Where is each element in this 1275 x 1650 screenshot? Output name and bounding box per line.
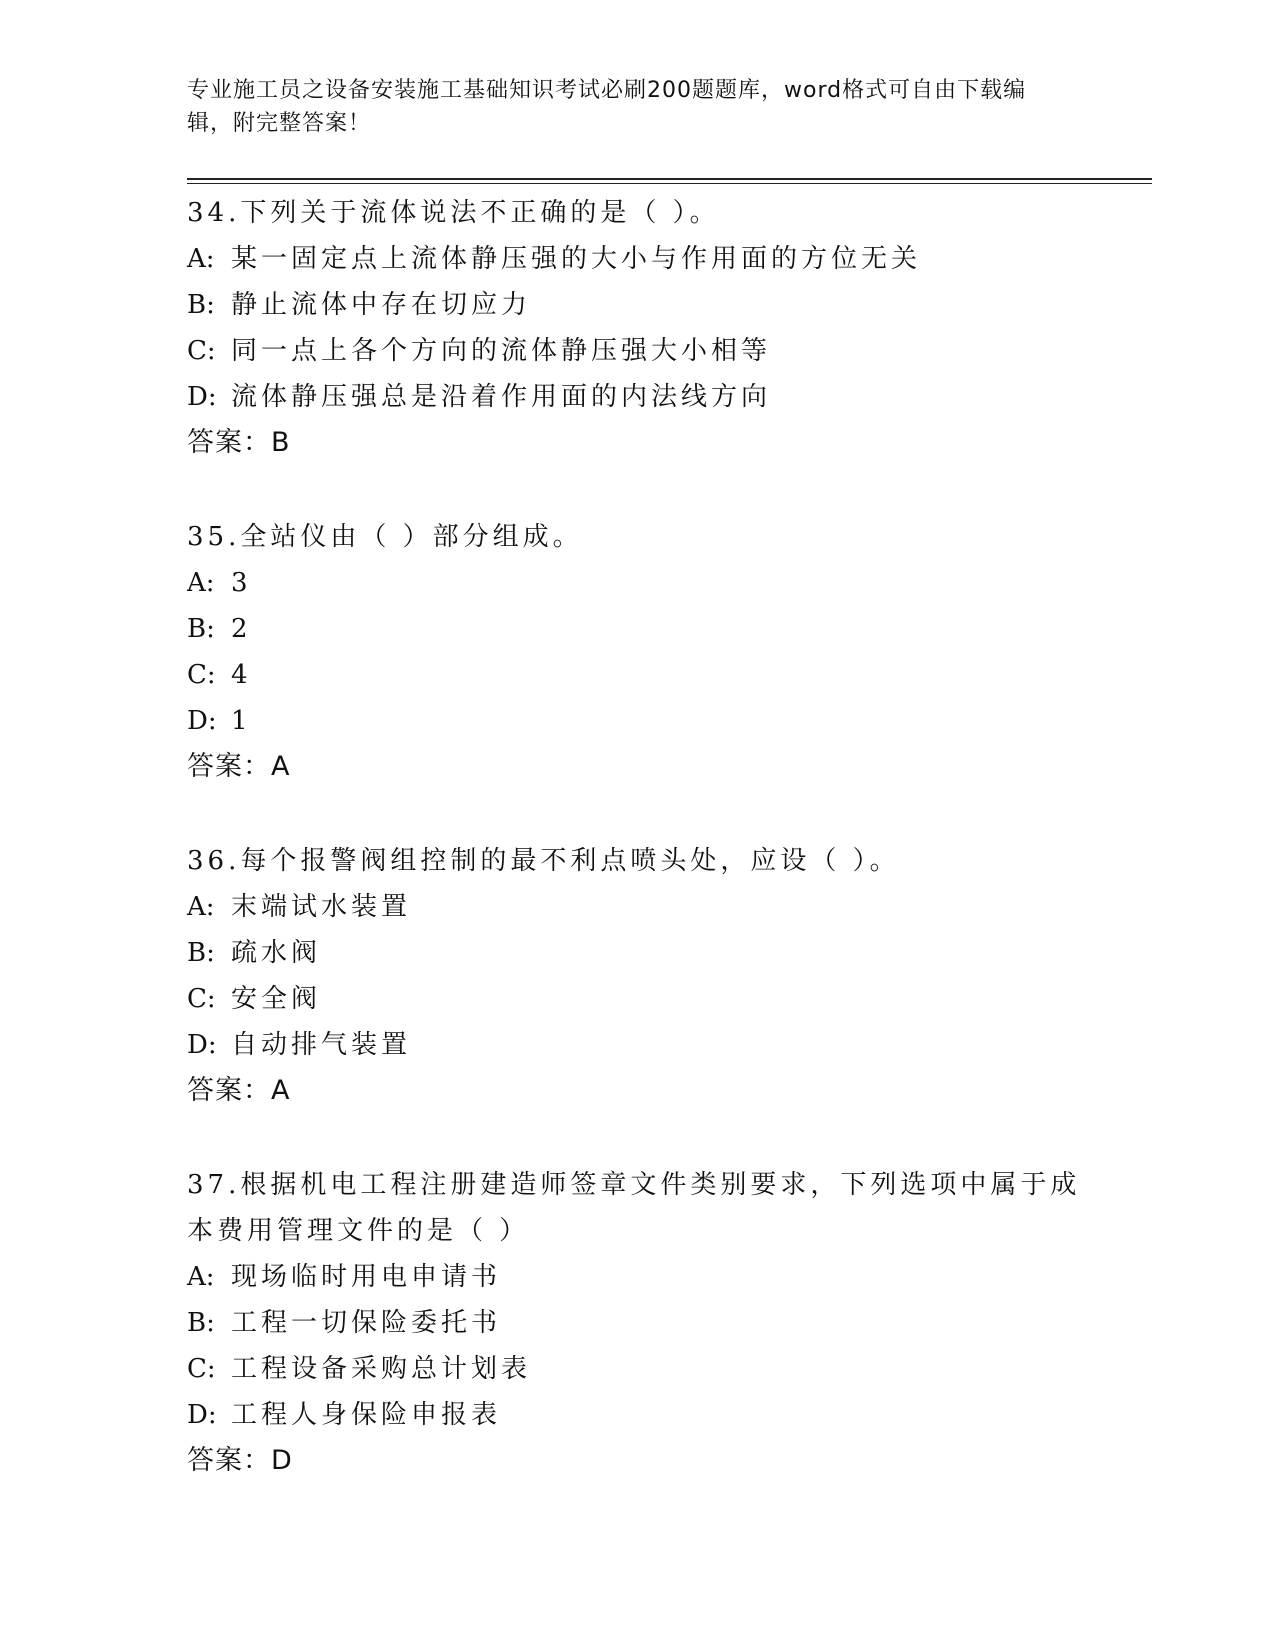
- option-letter: D:: [187, 382, 217, 412]
- document-header: 专业施工员之设备安装施工基础知识考试必刷200题题库，word格式可自由下载编辑，附完整答案！: [187, 78, 1027, 136]
- answer: 答案：A: [187, 1075, 291, 1106]
- option-d: [187, 698, 1087, 744]
- option-text: 4: [231, 660, 252, 690]
- question-list: [187, 186, 1087, 1528]
- option-letter: D:: [187, 1400, 217, 1430]
- option-b: [187, 606, 1087, 652]
- answer: 答案：B: [187, 427, 291, 458]
- option-a: [187, 1254, 1087, 1300]
- answer: 答案：A: [187, 751, 291, 782]
- option-a: [187, 560, 1087, 606]
- question-stem: 34.下列关于流体说法不正确的是（ ）。: [187, 198, 720, 228]
- option-letter: B:: [187, 1308, 215, 1338]
- option-letter: D:: [187, 1030, 217, 1060]
- header-divider-thin: [187, 183, 1152, 184]
- option-text: 安全阀: [231, 984, 322, 1014]
- option-letter: B:: [187, 614, 215, 644]
- question-stem: 36.每个报警阀组控制的最不利点喷头处，应设（ ）。: [187, 846, 900, 876]
- question-37: [187, 1158, 1087, 1484]
- option-letter: C:: [187, 984, 216, 1014]
- header-divider: [187, 178, 1152, 180]
- option-text: 末端试水装置: [231, 892, 412, 922]
- option-text: 1: [231, 706, 252, 736]
- option-letter: B:: [187, 938, 215, 968]
- option-letter: A:: [187, 244, 215, 274]
- option-d: [187, 374, 1087, 420]
- option-c: [187, 328, 1087, 374]
- option-letter: C:: [187, 336, 216, 366]
- answer: 答案：D: [187, 1445, 293, 1476]
- option-c: [187, 652, 1087, 698]
- option-text: 2: [231, 614, 252, 644]
- option-a: [187, 884, 1087, 930]
- option-text: 静止流体中存在切应力: [231, 290, 532, 320]
- option-b: [187, 1300, 1087, 1346]
- option-d: [187, 1022, 1087, 1068]
- option-text: 自动排气装置: [231, 1030, 412, 1060]
- question-34: [187, 186, 1087, 466]
- option-letter: D:: [187, 706, 217, 736]
- option-d: [187, 1392, 1087, 1438]
- option-text: 3: [231, 568, 252, 598]
- option-letter: A:: [187, 1262, 215, 1292]
- option-letter: A:: [187, 568, 215, 598]
- option-text: 工程设备采购总计划表: [231, 1354, 532, 1384]
- option-text: 某一固定点上流体静压强的大小与作用面的方位无关: [231, 244, 922, 274]
- option-b: [187, 930, 1087, 976]
- option-letter: B:: [187, 290, 215, 320]
- question-36: [187, 834, 1087, 1114]
- option-c: [187, 1346, 1087, 1392]
- question-35: [187, 510, 1087, 790]
- option-a: [187, 236, 1087, 282]
- question-stem: 35.全站仪由（ ）部分组成。: [187, 522, 583, 552]
- option-b: [187, 282, 1087, 328]
- option-letter: C:: [187, 1354, 216, 1384]
- option-text: 疏水阀: [231, 938, 322, 968]
- option-letter: C:: [187, 660, 216, 690]
- option-text: 工程人身保险申报表: [231, 1400, 502, 1430]
- option-text: 同一点上各个方向的流体静压强大小相等: [231, 336, 772, 366]
- question-stem: 37.根据机电工程注册建造师签章文件类别要求，下列选项中属于成本费用管理文件的是（ ）: [187, 1170, 1081, 1246]
- option-text: 现场临时用电申请书: [231, 1262, 502, 1292]
- option-text: 工程一切保险委托书: [231, 1308, 502, 1338]
- option-c: [187, 976, 1087, 1022]
- option-letter: A:: [187, 892, 215, 922]
- option-text: 流体静压强总是沿着作用面的内法线方向: [231, 382, 772, 412]
